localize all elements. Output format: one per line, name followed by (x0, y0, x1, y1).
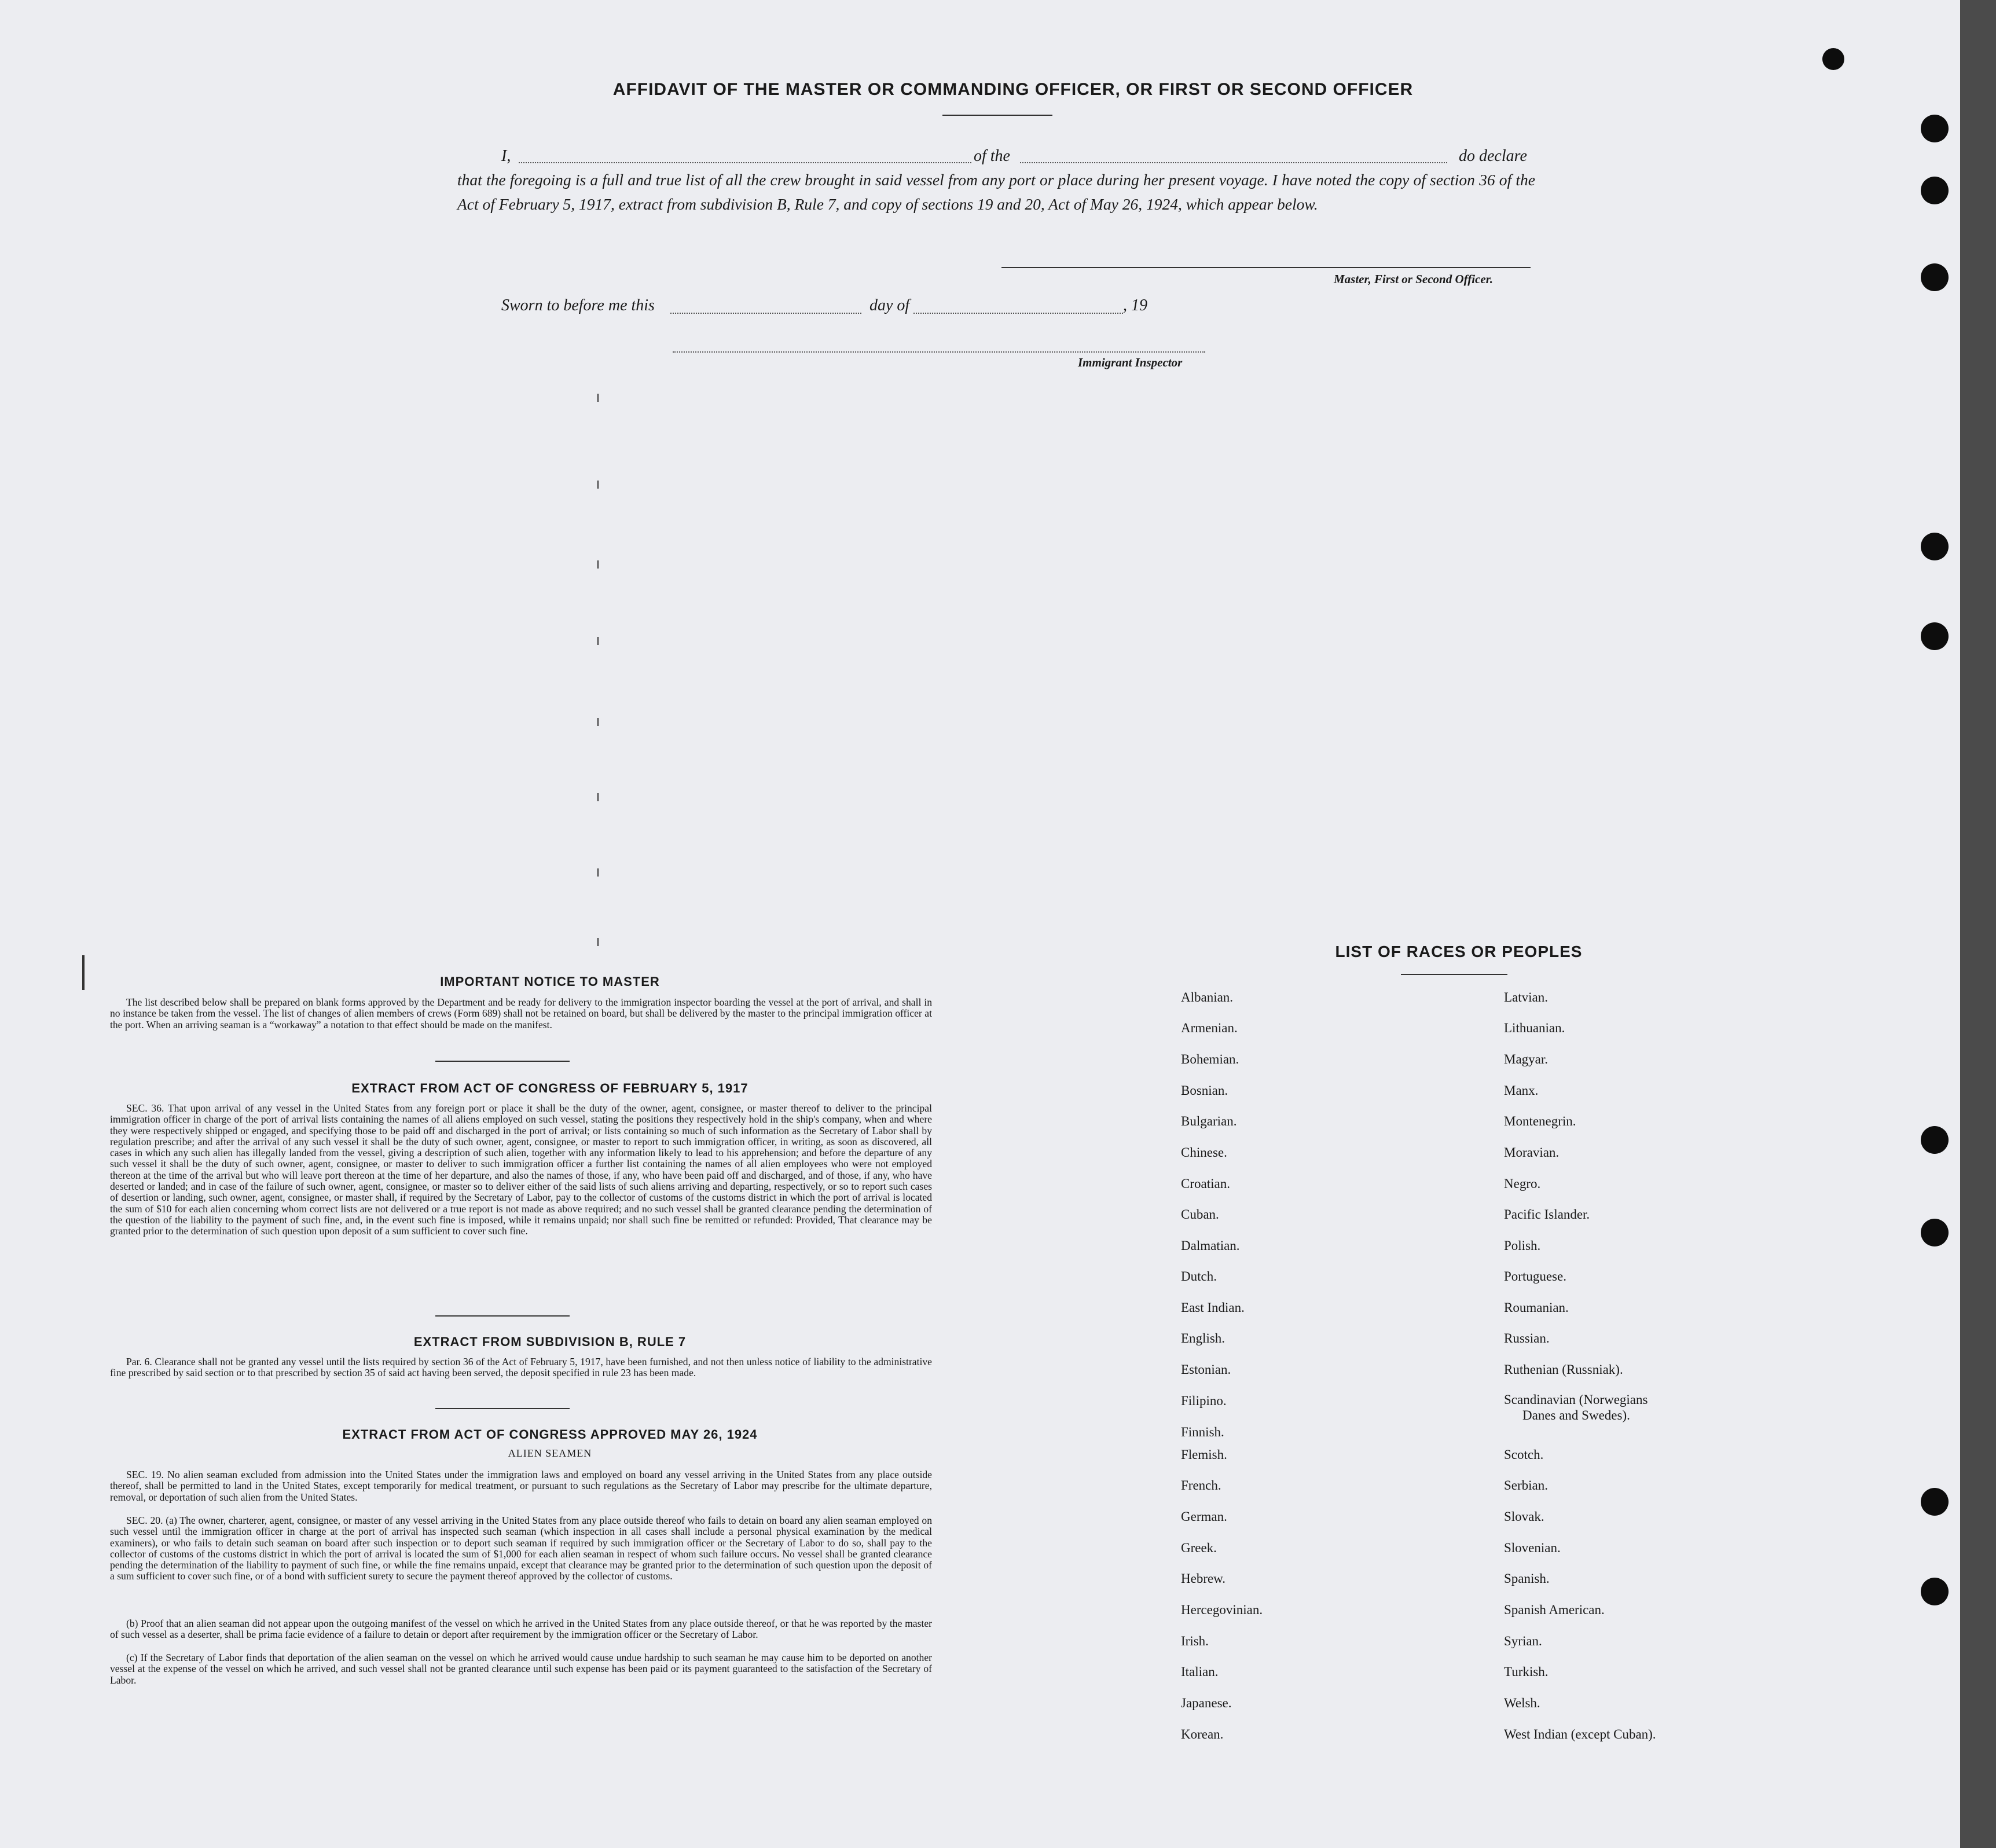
race-item: Syrian. (1504, 1634, 1542, 1648)
race-item: Lithuanian. (1504, 1021, 1565, 1035)
divider (435, 1315, 570, 1317)
affidavit-of-the: of the (974, 147, 1010, 165)
race-item: Scotch. (1504, 1447, 1544, 1462)
punch-hole (1921, 622, 1949, 650)
affidavit-i: I, (501, 147, 511, 165)
race-item: Italian. (1181, 1664, 1219, 1679)
race-item: Dutch. (1181, 1269, 1217, 1284)
race-item: Irish. (1181, 1634, 1209, 1648)
race-item: Albanian. (1181, 990, 1234, 1004)
year-text: , 19 (1123, 296, 1147, 314)
divider (435, 1408, 570, 1409)
race-item: Dalmatian. (1181, 1238, 1240, 1253)
race-item: Russian. (1504, 1331, 1550, 1345)
punch-hole (1921, 533, 1949, 560)
fold-mark (597, 938, 599, 946)
race-item: Pacific Islander. (1504, 1207, 1590, 1222)
sec20a-text: SEC. 20. (a) The owner, charterer, agent, consignee, or master of any vessel arriving in the United States from any place outside thereof who fails to detain on board any alien seaman employed on such vessel until the immigration officer in charge at the port of arrival has inspected such seaman (which inspection in all cases shall include a personal physical examination by the medical examiners), or who fails to detain such seaman on board after such inspection or to deport such seaman if required by such immigration officer or the Secretary of Labor to do so, shall pay to the collector of customs of the customs district in which the port of arrival is located the sum of $1,000 for each alien seaman in respect of whom such failure occurs. No vessel shall be granted clearance pending the determination of the liability to payment of such fine, or while the fine remains unpaid, except that clearance may be granted prior to the determination of such question upon the deposit of a sum sufficient to cover such fine, or of a bond with sufficient surety to secure the payment thereof approved by the collector of customs. (110, 1515, 932, 1582)
race-item: Chinese. (1181, 1145, 1227, 1160)
race-item: Slovak. (1504, 1509, 1544, 1524)
notice-title: IMPORTANT NOTICE TO MASTER (440, 974, 660, 989)
race-item: Spanish. (1504, 1571, 1550, 1586)
sec20c-text: (c) If the Secretary of Labor finds that deportation of the alien seaman on the vessel on which he arrived would cause undue hardship to such seaman he may cause him to be deported on another vessel at the expense of the vessel on which he arrived, and such vessel shall not be granted clearance until such expense has been paid or its payment guaranteed to the satisfaction of the Secretary of Labor. (110, 1652, 932, 1686)
race-item: Turkish. (1504, 1664, 1549, 1679)
race-item: Latvian. (1504, 990, 1548, 1004)
signature-line (1001, 267, 1531, 268)
race-item: Bohemian. (1181, 1052, 1239, 1066)
extract-1917-text: SEC. 36. That upon arrival of any vessel in the United States from any foreign port or place it shall be the duty of the owner, agent, consignee, or master thereof to deliver to the principal immigration officer in charge of the port of arrival lists containing the names of all aliens employed on such vessel, stating the positions they respectively hold in the ship's company, when and where they were respectively shipped or engaged, and specifying those to be paid off and discharged in the port of arrival; or lists containing so much of such information as the Secretary of Labor shall by regulation prescribe; and after the arrival of any such vessel it shall be the duty of such owner, agent, consignee, or master to report to such immigration officer, in writing, as soon as discovered, all cases in which any such alien has illegally landed from the vessel, giving a description of such alien, together with any information likely to lead to his apprehension; and before the departure of any such vessel it shall be the duty of such owner, agent, consignee, or master to deliver to such immigration officer a further list containing the names of all alien employees who were not employed thereon at the time of the arrival but who will leave port thereon at the time of her departure, and also the names of those, if any, who have been paid off and discharged, and of those, if any, who have deserted or landed; and in case of the failure of such owner, agent, consignee, or master so to deliver either of the said lists of such aliens arriving and departing, respectively, or so to report such cases of desertion or landing, such owner, agent, consignee, or master shall, if required by the Secretary of Labor, pay to the collector of customs of the customs district in which the port of arrival is located the sum of $10 for each alien concerning whom correct lists are not delivered or a true report is not made as above required; and no such vessel shall be granted clearance pending the determination of the question of the liability to the payment of such fine, and, in the event such fine is imposed, while it remains unpaid; nor shall such fine be remitted or refunded: Provided, That clearance may be granted prior to the determination of such question upon deposit of a sum sufficient to cover such fine. (110, 1102, 932, 1237)
punch-hole (1921, 1126, 1949, 1154)
fold-mark (597, 868, 599, 877)
race-item: Montenegrin. (1504, 1114, 1576, 1128)
day-blank (670, 313, 861, 314)
race-item: Roumanian. (1504, 1300, 1569, 1315)
day-of-text: day of (869, 296, 910, 314)
race-item: Armenian. (1181, 1021, 1238, 1035)
race-item: Greek. (1181, 1541, 1217, 1555)
race-item: Hebrew. (1181, 1571, 1226, 1586)
race-item: German. (1181, 1509, 1227, 1524)
race-item: Danes and Swedes). (1522, 1408, 1630, 1422)
race-item: Finnish. (1181, 1425, 1224, 1439)
race-item: Moravian. (1504, 1145, 1560, 1160)
race-item: Korean. (1181, 1727, 1224, 1741)
race-item: Serbian. (1504, 1478, 1549, 1493)
punch-hole (1822, 48, 1844, 70)
race-item: Slovenian. (1504, 1541, 1561, 1555)
punch-hole (1921, 1488, 1949, 1516)
scan-border (1960, 0, 1996, 1848)
inspector-label: Immigrant Inspector (1078, 355, 1183, 369)
officer-label: Master, First or Second Officer. (1334, 272, 1493, 286)
rule7-title: EXTRACT FROM SUBDIVISION B, RULE 7 (413, 1334, 687, 1349)
fold-mark (597, 394, 599, 402)
extract-1917-title: EXTRACT FROM ACT OF CONGRESS OF FEBRUARY 5, 1917 (351, 1081, 748, 1095)
race-item: Hercegovinian. (1181, 1603, 1263, 1617)
title-underline (942, 115, 1052, 116)
race-item: Welsh. (1504, 1696, 1540, 1710)
race-item: Japanese. (1181, 1696, 1232, 1710)
race-item: West Indian (except Cuban). (1504, 1727, 1656, 1741)
race-item: Magyar. (1504, 1052, 1549, 1066)
race-item: Cuban. (1181, 1207, 1219, 1222)
race-item: Filipino. (1181, 1394, 1227, 1408)
name-blank (519, 162, 971, 163)
affidavit-title: AFFIDAVIT OF THE MASTER OR COMMANDING OFFICER, OR FIRST OR SECOND OFFICER (612, 80, 1414, 99)
month-blank (913, 313, 1123, 314)
notice-text: The list described below shall be prepared on blank forms approved by the Department and be ready for delivery to the immigration inspector boarding the vessel at the port of arrival, and shall in no instance be taken from the vessel. The list of changes of alien members of crews (Form 689) shall not be retained on board, but shall be delivered by the master to the principal immigration officer at the port. When an arriving seaman is a “workaway” a notation to that effect should be made on the manifest. (110, 996, 932, 1031)
punch-hole (1921, 1219, 1949, 1246)
race-item: Negro. (1504, 1176, 1541, 1191)
race-item: Croatian. (1181, 1176, 1230, 1191)
race-item: Spanish American. (1504, 1603, 1605, 1617)
race-item: English. (1181, 1331, 1226, 1345)
punch-hole (1921, 177, 1949, 204)
punch-hole (1921, 263, 1949, 291)
fold-mark (597, 718, 599, 726)
race-item: Bosnian. (1181, 1083, 1228, 1098)
sec19-text: SEC. 19. No alien seaman excluded from admission into the United States under the immigration laws and employed on board any vessel arriving in the United States from any place outside thereof, shall be permitted to land in the United States, except temporarily for medical treatment, or pursuant to such regulations as the Secretary of Labor may prescribe for the ultimate departure, removal, or deportation of such alien from the United States. (110, 1469, 932, 1503)
edge-mark (82, 955, 85, 990)
races-title: LIST OF RACES OR PEOPLES (1335, 943, 1583, 960)
sec20b-text: (b) Proof that an alien seaman did not appear upon the outgoing manifest of the vessel on which he arrived in the United States from any place outside thereof, or that he was reported by the master of such vessel as a deserter, shall be prima facie evidence of a failure to detain or deport after requirement by the immigration officer or the Secretary of Labor. (110, 1618, 932, 1641)
divider (1401, 974, 1507, 975)
affidavit-declaration: that the foregoing is a full and true list of all the crew brought in said vessel from any port or place during her present voyage. I have noted the copy of section 36 of the Act of February 5, 1917, extract from subdivision B, Rule 7, and copy of sections 19 and 20, Act of May 26, 1924, which appear below. (457, 171, 1535, 213)
fold-mark (597, 481, 599, 489)
punch-hole (1921, 115, 1949, 142)
rule7-text: Par. 6. Clearance shall not be granted any vessel until the lists required by section 36 of the Act of February 5, 1917, have been furnished, and not then unless notice of liability to the administrative fine prescribed by said section or to that prescribed by section 35 of said act having been served, the deposit specified in rule 23 has been made. (110, 1356, 932, 1379)
race-item: Polish. (1504, 1238, 1541, 1253)
race-item: Manx. (1504, 1083, 1539, 1098)
race-item: Estonian. (1181, 1362, 1231, 1377)
sworn-text: Sworn to before me this (501, 296, 655, 314)
race-item: East Indian. (1181, 1300, 1245, 1315)
alien-seamen-subtitle: ALIEN SEAMEN (508, 1447, 592, 1459)
race-item: Bulgarian. (1181, 1114, 1237, 1128)
inspector-signature-line (673, 351, 1205, 353)
race-item: Portuguese. (1504, 1269, 1566, 1284)
fold-mark (597, 560, 599, 569)
race-item: Scandinavian (Norwegians (1504, 1392, 1648, 1407)
vessel-blank (1020, 162, 1447, 163)
extract-1924-title: EXTRACT FROM ACT OF CONGRESS APPROVED MAY 26, 1924 (342, 1427, 758, 1442)
fold-mark (597, 637, 599, 645)
affidavit-declare: do declare (1459, 147, 1527, 165)
divider (435, 1061, 570, 1062)
fold-mark (597, 793, 599, 801)
punch-hole (1921, 1578, 1949, 1605)
race-item: Flemish. (1181, 1447, 1227, 1462)
race-item: French. (1181, 1478, 1221, 1493)
race-item: Ruthenian (Russniak). (1504, 1362, 1623, 1377)
